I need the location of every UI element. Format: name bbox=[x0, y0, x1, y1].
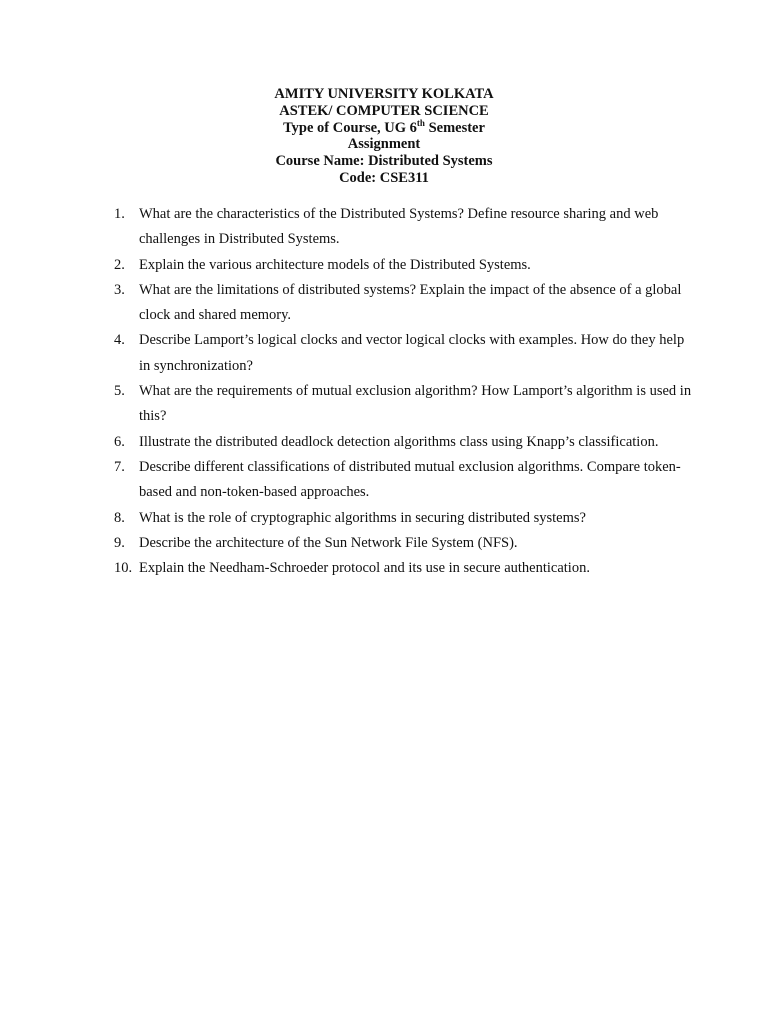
question-text: Explain the various architecture models of the Distributed Systems. bbox=[139, 256, 531, 273]
question-number: 5. bbox=[114, 383, 125, 400]
question-text: What are the characteristics of the Distributed Systems? Define resource sharing and web challenges in Distributed Systems. bbox=[139, 206, 659, 248]
question-number: 2. bbox=[114, 256, 125, 273]
question-item bbox=[114, 531, 694, 556]
question-number: 8. bbox=[114, 509, 125, 526]
course-name: Course Name: Distributed Systems bbox=[275, 153, 493, 170]
question-text: Describe different classifications of distributed mutual exclusion algorithms. Compare token-based and non-token-based approaches. bbox=[139, 458, 681, 501]
question-text: Illustrate the distributed deadlock detection algorithms class using Knapp’s classification. bbox=[139, 433, 659, 450]
question-number: 3. bbox=[114, 281, 125, 298]
course-code: Code: CSE311 bbox=[339, 169, 429, 186]
question-number: 9. bbox=[114, 534, 125, 551]
question-text: What are the requirements of mutual exclusion algorithm? How Lamport’s algorithm is used in this? bbox=[139, 383, 692, 425]
course-type-superscript: th bbox=[416, 117, 425, 128]
question-text: Explain the Needham-Schroeder protocol and its use in secure authentication. bbox=[139, 560, 590, 577]
document-type: Assignment bbox=[347, 136, 421, 153]
question-item bbox=[114, 556, 694, 581]
question-item bbox=[114, 278, 694, 329]
question-number: 7. bbox=[114, 458, 125, 475]
question-text: What are the limitations of distributed systems? Explain the impact of the absence of a global clock and shared memory. bbox=[139, 281, 682, 324]
question-item bbox=[114, 379, 694, 430]
question-number: 1. bbox=[114, 206, 125, 222]
question-text: What is the role of cryptographic algorithms in securing distributed systems? bbox=[139, 509, 586, 526]
question-item bbox=[114, 455, 694, 506]
course-type-suffix: Semester bbox=[424, 119, 485, 136]
question-number: 10. bbox=[114, 560, 133, 577]
question-text: Describe Lamport’s logical clocks and vector logical clocks with examples. How do they help in synchronization? bbox=[139, 332, 685, 374]
department-name: ASTEK/ COMPUTER SCIENCE bbox=[279, 102, 489, 119]
course-type-prefix: Type of Course, UG 6 bbox=[283, 119, 417, 136]
question-item bbox=[114, 328, 694, 379]
course-type bbox=[0, 117, 768, 137]
question-text: Describe the architecture of the Sun Network File System (NFS). bbox=[139, 534, 518, 551]
question-number: 6. bbox=[114, 433, 125, 450]
document-header bbox=[0, 86, 768, 187]
question-item bbox=[114, 253, 694, 278]
question-item bbox=[114, 202, 694, 253]
question-list bbox=[114, 202, 694, 581]
question-number: 4. bbox=[114, 332, 125, 349]
question-item bbox=[114, 506, 694, 531]
question-item bbox=[114, 430, 694, 455]
university-name: AMITY UNIVERSITY KOLKATA bbox=[274, 86, 494, 102]
